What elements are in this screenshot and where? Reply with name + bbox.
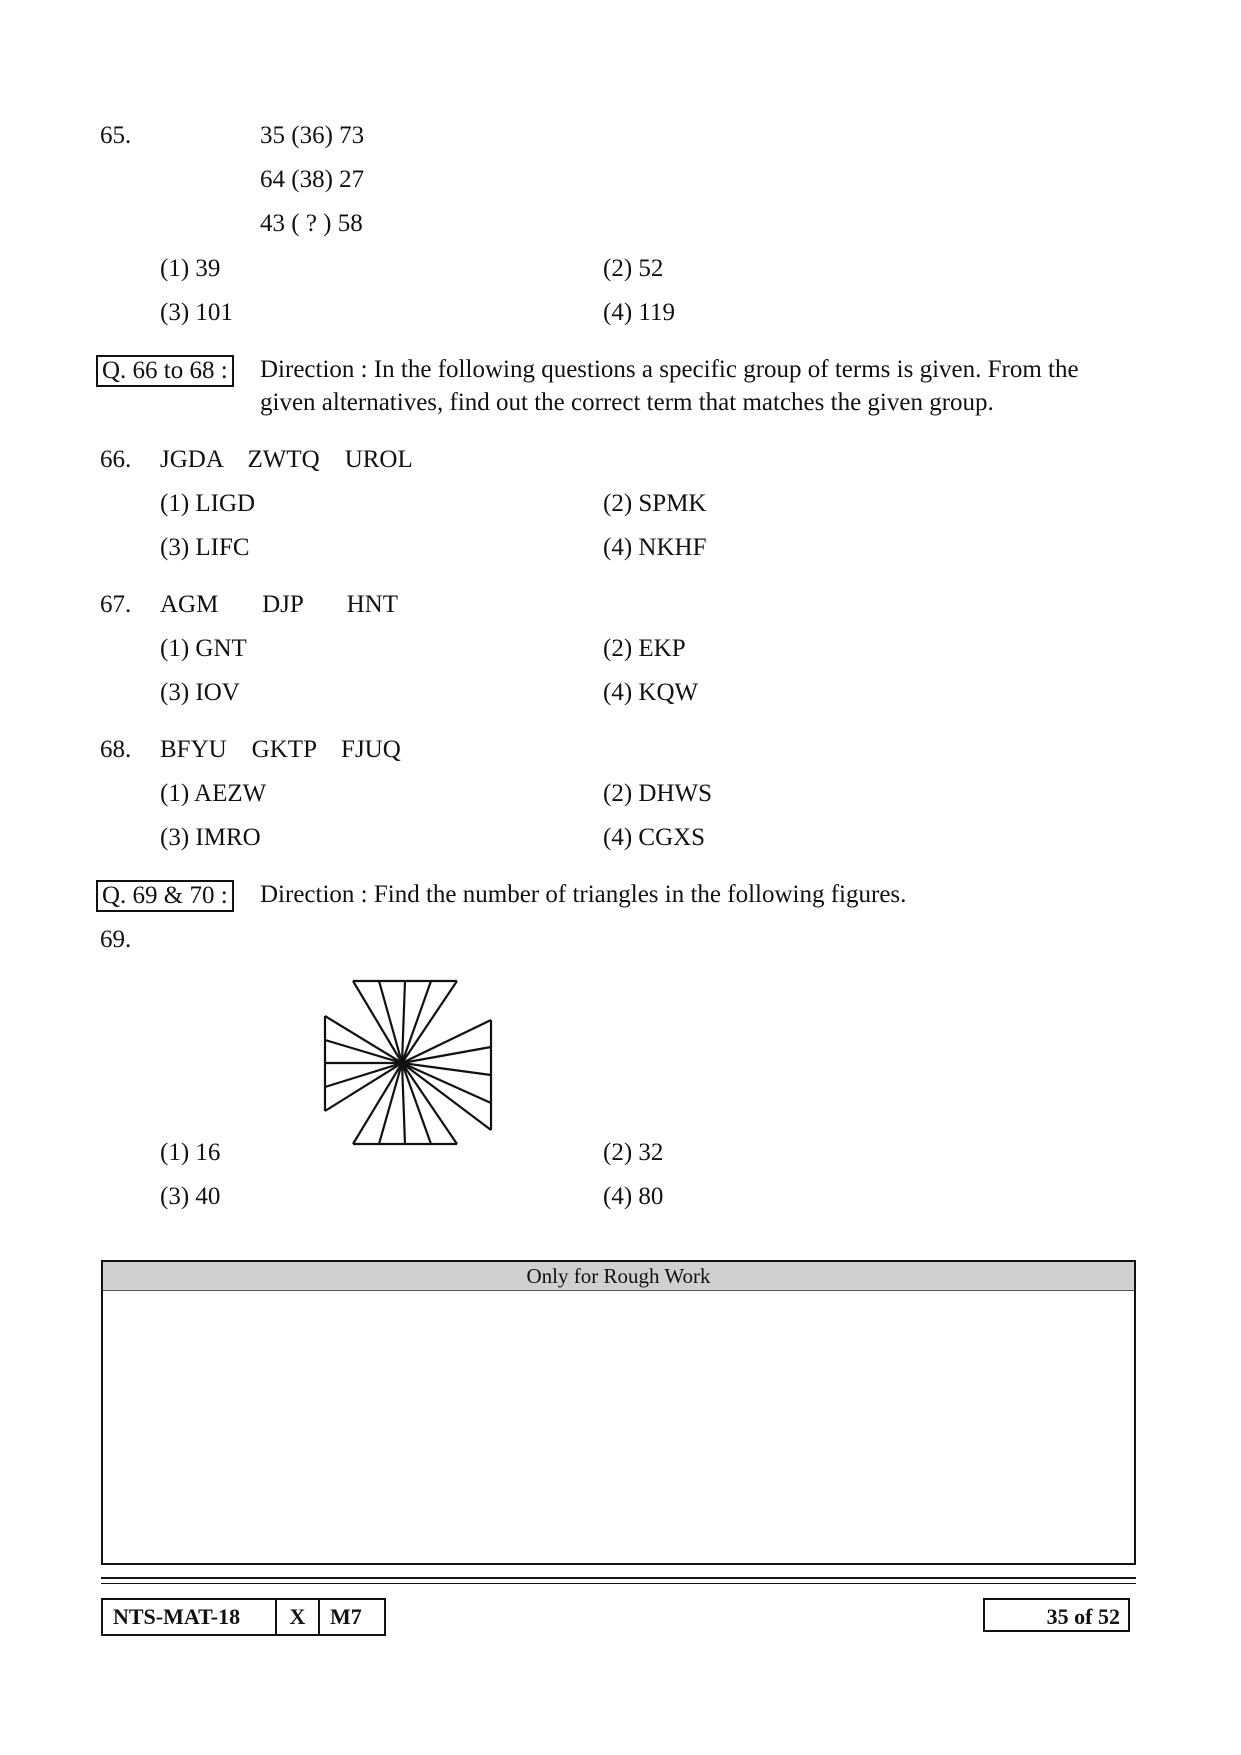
option: (2) DHWS <box>603 780 713 807</box>
question-stem: JGDA ZWTQ UROL <box>160 446 413 473</box>
option: (3) LIFC <box>160 534 250 561</box>
direction-tag: Q. 66 to 68 : <box>96 355 234 387</box>
set-label: M7 <box>330 1604 362 1629</box>
option: (4) NKHF <box>603 534 707 561</box>
footer-rule <box>101 1577 1136 1579</box>
number-row: 43 ( ? ) 58 <box>260 210 363 237</box>
option: (3) IOV <box>160 679 240 706</box>
option: (3) 101 <box>160 299 233 326</box>
question-stem: AGM DJP HNT <box>160 591 398 618</box>
direction-text: given alternatives, find out the correct term that matches the given group. <box>260 389 994 416</box>
option: (1) 39 <box>160 255 221 282</box>
question-number: 69. <box>100 926 132 953</box>
question-number: 66. <box>100 446 132 473</box>
number-row: 64 (38) 27 <box>260 166 365 193</box>
option: (1) LIGD <box>160 490 256 517</box>
question-number: 65. <box>100 122 132 149</box>
question-number: 68. <box>100 736 132 763</box>
option: (2) 52 <box>603 255 664 282</box>
option: (4) CGXS <box>603 824 706 851</box>
paper-code: NTS-MAT-18 <box>103 1600 277 1634</box>
page-number: 35 of 52 <box>983 1598 1130 1632</box>
rough-work-box <box>101 1260 1136 1565</box>
option: (4) KQW <box>603 679 699 706</box>
rough-work-heading: Only for Rough Work <box>103 1262 1134 1291</box>
question-stem: BFYU GKTP FJUQ <box>160 736 401 763</box>
question-number: 67. <box>100 591 132 618</box>
option: (2) 32 <box>603 1139 664 1166</box>
option: (4) 80 <box>603 1183 664 1210</box>
option: (4) 119 <box>603 299 675 326</box>
footer-rule <box>101 1583 1136 1584</box>
option: (2) SPMK <box>603 490 707 517</box>
triangle-figure <box>320 978 496 1148</box>
option: (2) EKP <box>603 635 686 662</box>
number-row: 35 (36) 73 <box>260 122 365 149</box>
option: (3) 40 <box>160 1183 221 1210</box>
direction-text: Direction : In the following questions a specific group of terms is given. From the <box>260 356 1079 383</box>
direction-text: Direction : Find the number of triangles in the following figures. <box>260 881 907 908</box>
footer-code-table <box>101 1598 386 1636</box>
class-label: X <box>277 1600 320 1634</box>
option: (3) IMRO <box>160 824 261 851</box>
direction-tag: Q. 69 & 70 : <box>96 880 234 912</box>
option: (1) AEZW <box>160 780 267 807</box>
option: (1) 16 <box>160 1139 221 1166</box>
option: (1) GNT <box>160 635 247 662</box>
